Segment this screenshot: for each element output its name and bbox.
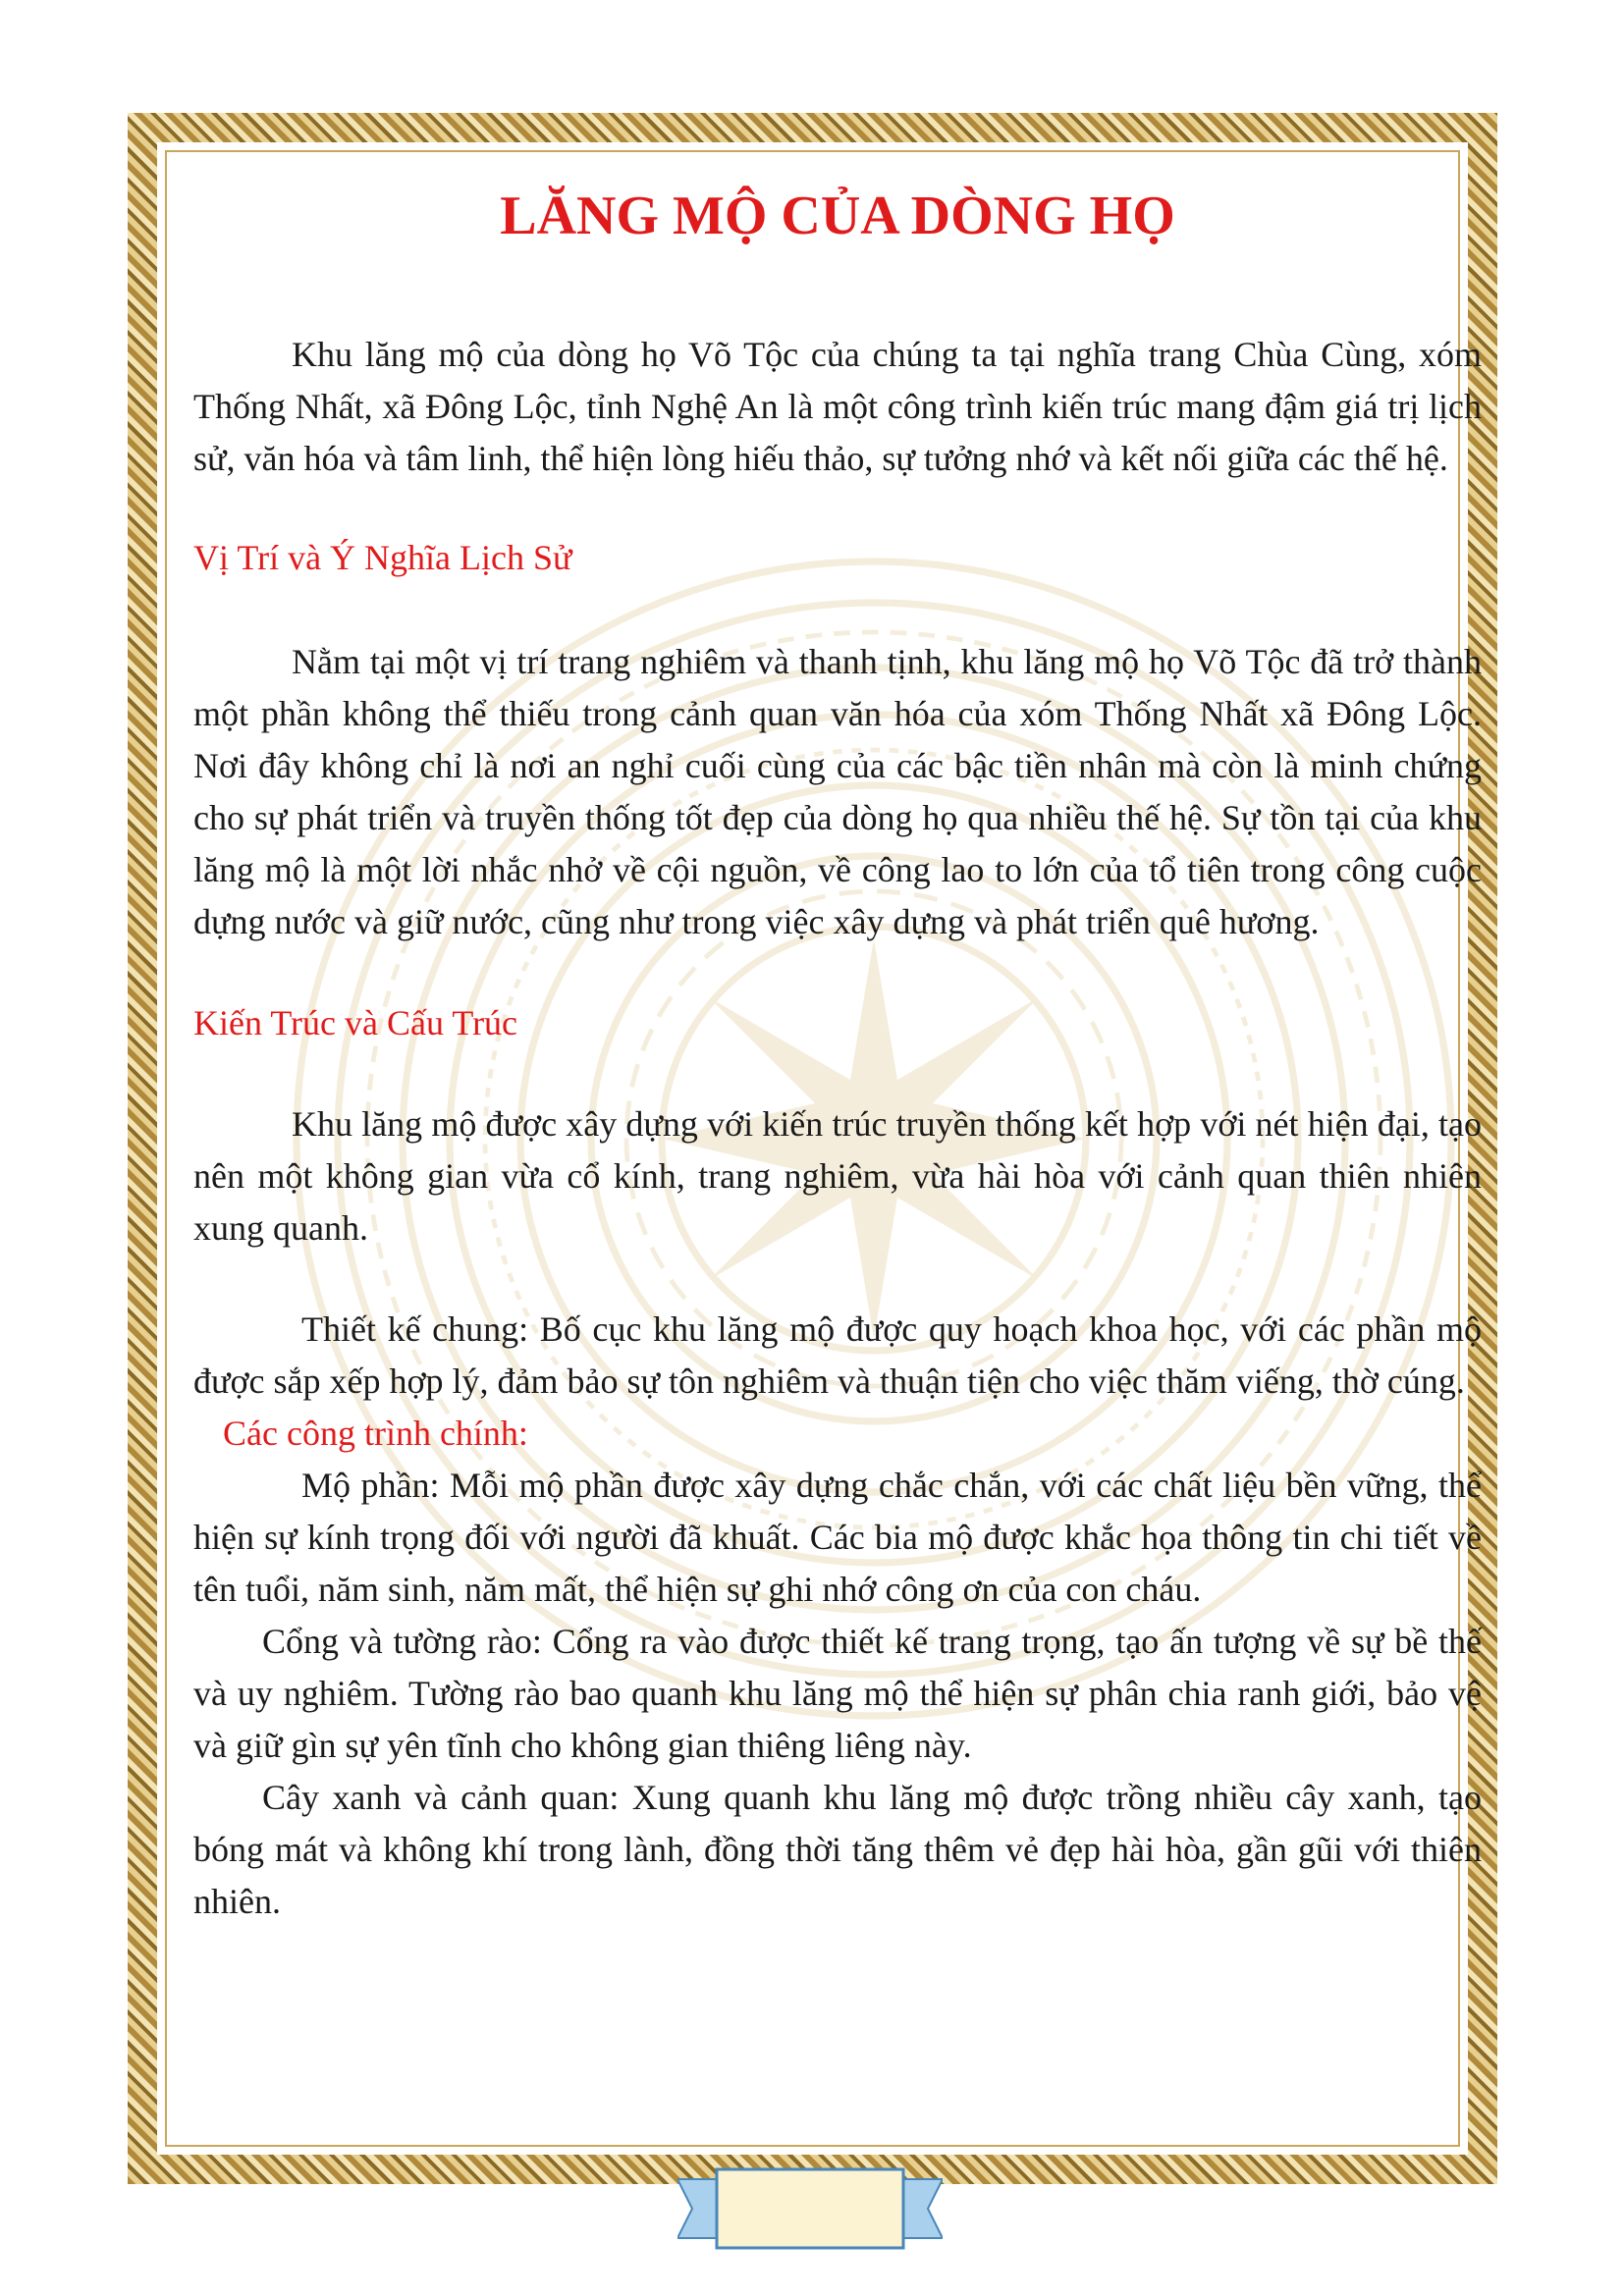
graves-paragraph: Mộ phần: Mỗi mộ phần được xây dựng chắc chắn, với các chất liệu bền vững, thể hiện sự kính trọng đối với người đã khuất. Các bia mộ được khắc họa thông tin chi tiết về tên tuổi, năm sinh, năm mất, thể hiện sự ghi nhớ công ơn của con cháu.: [193, 1466, 1482, 1609]
intro-paragraph: Khu lăng mộ của dòng họ Võ Tộc của chúng ta tại nghĩa trang Chùa Cùng, xóm Thống Nhất, xã Đông Lộc, tỉnh Nghệ An là một công trình kiến trúc mang đậm giá trị lịch sử, văn hóa và tâm linh, thể hiện lòng hiếu thảo, sự tưởng nhớ và kết nối giữa các thế hệ.: [193, 335, 1482, 478]
gate-paragraph: Cổng và tường rào: Cổng ra vào được thiết kế trang trọng, tạo ấn tượng về sự bề thế và uy nghiêm. Tường rào bao quanh khu lăng mộ thể hiện sự phân chia ranh giới, bảo vệ và giữ gìn sự yên tĩnh cho không gian thiêng liêng này.: [193, 1622, 1482, 1765]
trees-paragraph: Cây xanh và cảnh quan: Xung quanh khu lăng mộ được trồng nhiều cây xanh, tạo bóng mát và không khí trong lành, đồng thời tăng thêm vẻ đẹp hài hòa, gần gũi với thiên nhiên.: [193, 1778, 1482, 1921]
design-paragraph: Thiết kế chung: Bố cục khu lăng mộ được quy hoạch khoa học, với các phần mộ được sắp xếp hợp lý, đảm bảo sự tôn nghiêm và thuận tiện cho việc thăm viếng, thờ cúng.: [193, 1309, 1482, 1401]
page-number-ribbon-icon: [677, 2164, 943, 2253]
architecture-paragraph: Khu lăng mộ được xây dựng với kiến trúc truyền thống kết hợp với nét hiện đại, tạo nên một không gian vừa cổ kính, trang nghiêm, vừa hài hòa với cảnh quan thiên nhiên xung quanh.: [193, 1104, 1482, 1248]
section-heading-location: Vị Trí và Ý Nghĩa Lịch Sử: [193, 538, 572, 577]
document-body: [193, 329, 1482, 1928]
section-heading-architecture: Kiến Trúc và Cấu Trúc: [193, 1003, 518, 1042]
location-paragraph: Nằm tại một vị trí trang nghiêm và thanh tịnh, khu lăng mộ họ Võ Tộc đã trở thành một phần không thể thiếu trong cảnh quan văn hóa của xóm Thống Nhất xã Đông Lộc. Nơi đây không chỉ là nơi an nghỉ cuối cùng của các bậc tiền nhân mà còn là minh chứng cho sự phát triển và truyền thống tốt đẹp của dòng họ qua nhiều thế hệ. Sự tồn tại của khu lăng mộ là một lời nhắc nhở về cội nguồn, về công lao to lớn của tổ tiên trong công cuộc dựng nước và giữ nước, cũng như trong việc xây dựng và phát triển quê hương.: [193, 642, 1482, 941]
page-title: LĂNG MỘ CỦA DÒNG HỌ: [500, 186, 1175, 246]
section-heading-main-works: Các công trình chính:: [223, 1414, 528, 1453]
